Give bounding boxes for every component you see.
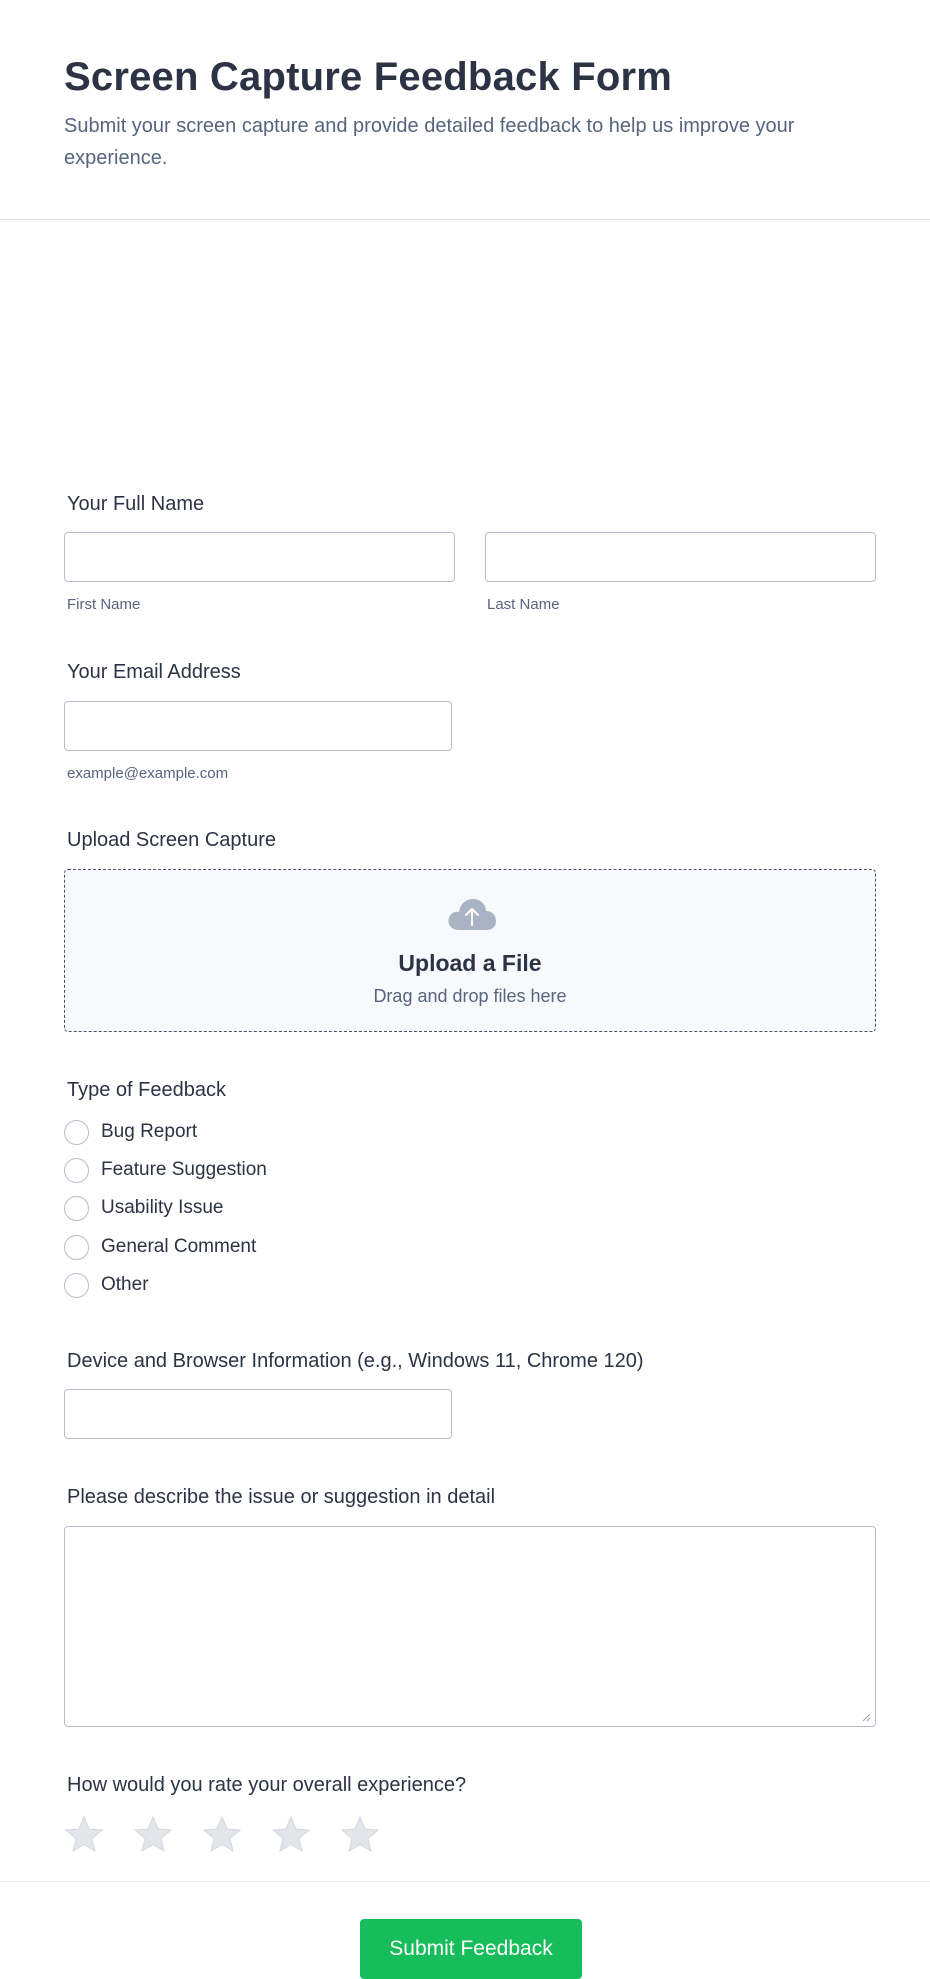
- radio-button[interactable]: [64, 1158, 89, 1183]
- upload-label: Upload Screen Capture: [67, 829, 277, 851]
- star-icon[interactable]: [271, 1814, 311, 1854]
- radio-button[interactable]: [64, 1273, 89, 1298]
- upload-title: Upload a File: [398, 950, 542, 976]
- radio-option-general-comment[interactable]: [64, 1234, 256, 1260]
- page-subtitle: Submit your screen capture and provide detailed feedback to help us improve your experience.: [64, 115, 795, 169]
- full-name-label: Your Full Name: [67, 493, 205, 515]
- feedback-type-label: Type of Feedback: [67, 1079, 226, 1101]
- radio-option-other[interactable]: [64, 1272, 149, 1298]
- radio-option-usability-issue[interactable]: [64, 1195, 224, 1221]
- radio-label: Feature Suggestion: [101, 1159, 267, 1180]
- radio-label: Usability Issue: [101, 1197, 224, 1218]
- radio-option-feature-suggestion[interactable]: [64, 1157, 267, 1183]
- radio-label: General Comment: [101, 1236, 257, 1257]
- page-title: Screen Capture Feedback Form: [64, 55, 673, 99]
- radio-label: Other: [101, 1274, 149, 1295]
- last-name-input[interactable]: [485, 532, 876, 582]
- radio-option-bug-report[interactable]: [64, 1119, 197, 1145]
- description-textarea[interactable]: [64, 1526, 876, 1727]
- star-icon[interactable]: [133, 1814, 173, 1854]
- email-sublabel: example@example.com: [67, 765, 229, 782]
- device-info-input[interactable]: [64, 1389, 452, 1439]
- star-rating: [64, 1814, 409, 1854]
- star-icon[interactable]: [64, 1814, 104, 1854]
- device-info-label: Device and Browser Information (e.g., Windows 11, Chrome 120): [67, 1350, 644, 1372]
- rating-label: How would you rate your overall experience?: [67, 1774, 467, 1796]
- star-icon[interactable]: [202, 1814, 242, 1854]
- radio-button[interactable]: [64, 1120, 89, 1145]
- cloud-upload-icon: [447, 896, 497, 932]
- resize-grip-icon[interactable]: [861, 1712, 871, 1722]
- first-name-sublabel: First Name: [67, 596, 141, 613]
- upload-dropzone[interactable]: [64, 869, 876, 1032]
- footer-divider: [0, 1881, 930, 1882]
- first-name-input[interactable]: [64, 532, 455, 582]
- description-label: Please describe the issue or suggestion in detail: [67, 1486, 496, 1508]
- submit-button[interactable]: Submit Feedback: [360, 1919, 582, 1979]
- email-input[interactable]: [64, 701, 452, 751]
- upload-hint: Drag and drop files here: [373, 986, 567, 1006]
- form-header: [0, 0, 930, 220]
- star-icon[interactable]: [340, 1814, 380, 1854]
- email-label: Your Email Address: [67, 661, 241, 683]
- radio-button[interactable]: [64, 1235, 89, 1260]
- last-name-sublabel: Last Name: [487, 596, 560, 613]
- radio-button[interactable]: [64, 1196, 89, 1221]
- radio-label: Bug Report: [101, 1121, 198, 1142]
